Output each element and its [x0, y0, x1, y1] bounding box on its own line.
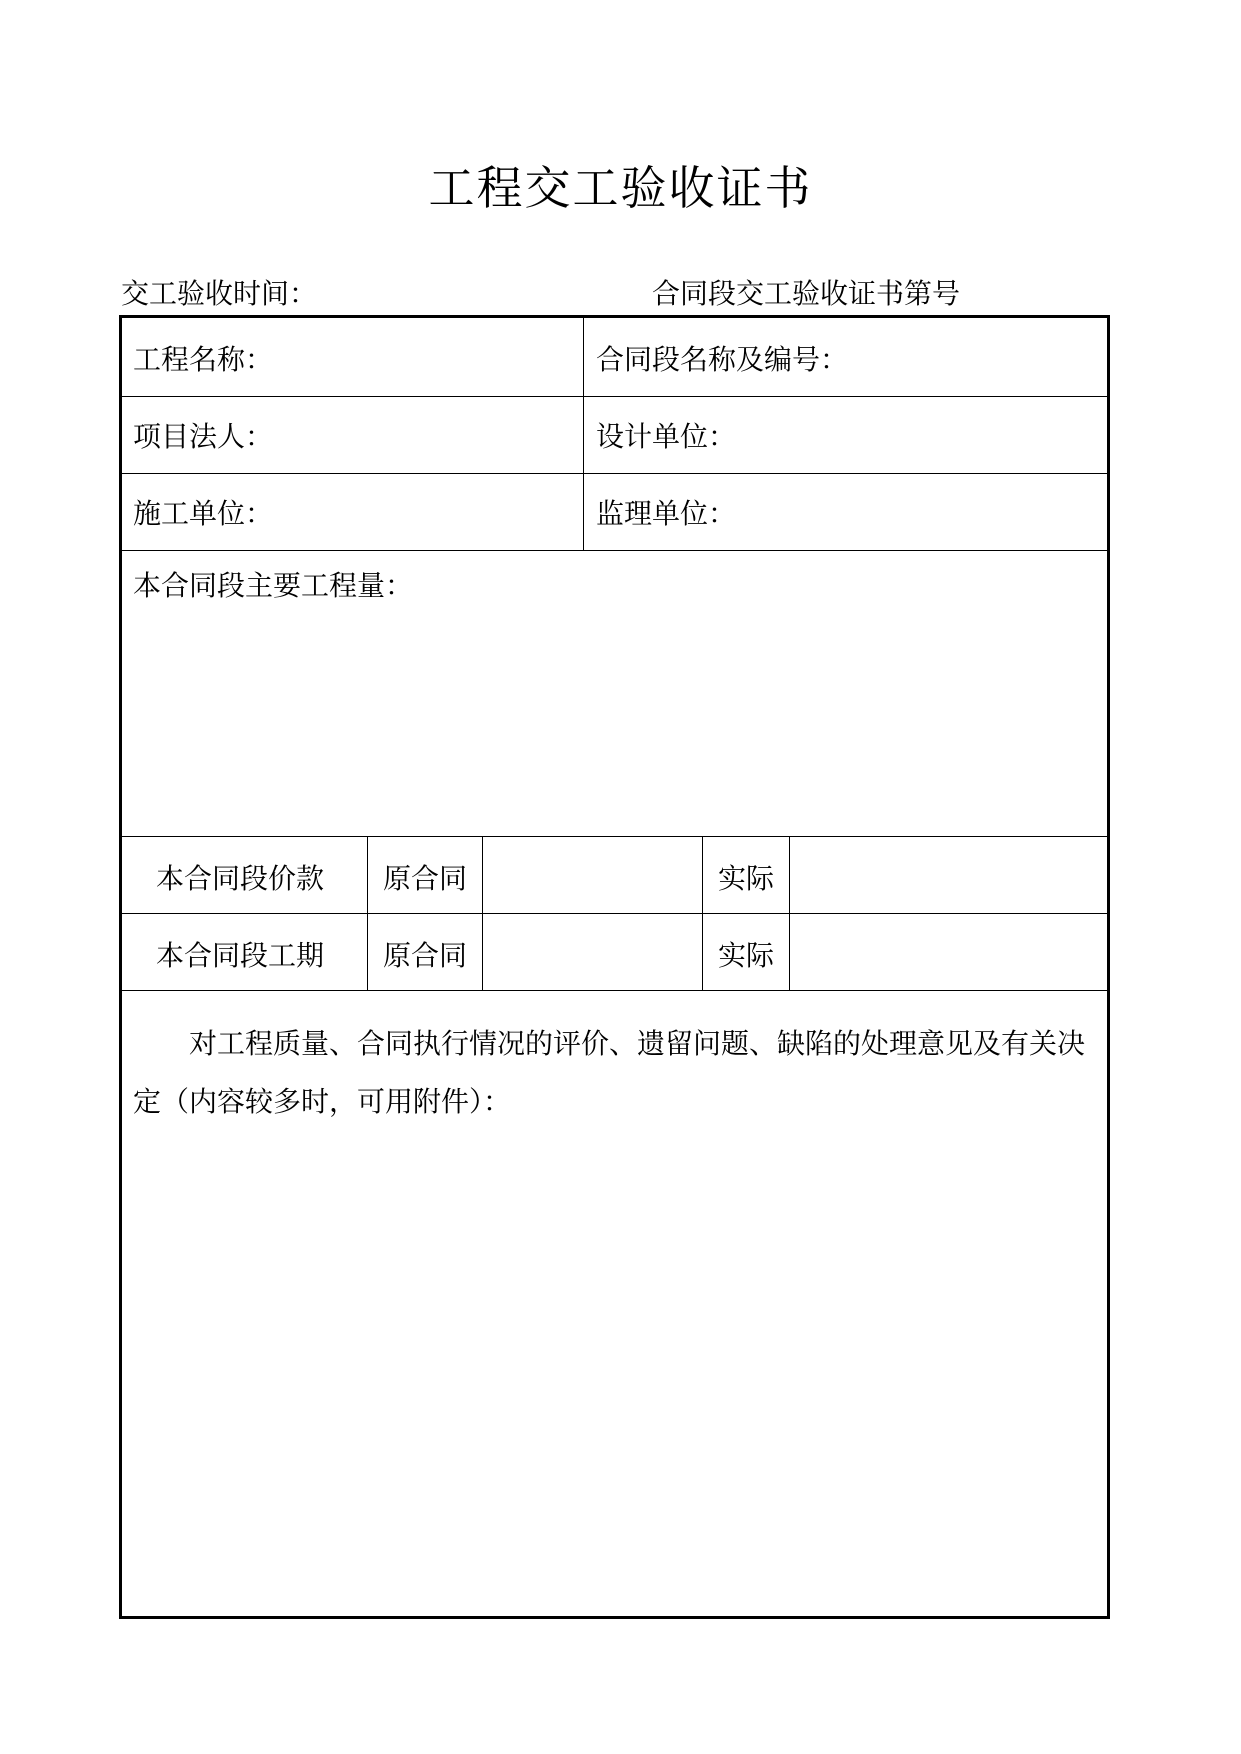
row-divider — [122, 396, 1107, 397]
price-actual-label: 实际 — [718, 862, 775, 895]
price-row-label: 本合同段价款 — [156, 862, 325, 895]
column-divider — [367, 836, 368, 990]
row-divider — [122, 550, 1107, 551]
column-divider — [789, 836, 790, 990]
acceptance-time-label: 交工验收时间： — [121, 277, 318, 310]
evaluation-paragraph: 对工程质量、合同执行情况的评价、遗留问题、缺陷的处理意见及有关决定（内容较多时，可用附件）： — [133, 1027, 1086, 1118]
row-divider — [122, 473, 1107, 474]
period-actual-label: 实际 — [718, 939, 775, 972]
column-divider — [702, 836, 703, 990]
period-original-label: 原合同 — [383, 939, 468, 972]
row-divider — [122, 836, 1107, 837]
document-title: 工程交工验收证书 — [428, 161, 813, 215]
project-name-label: 工程名称： — [133, 343, 274, 376]
row-divider — [122, 913, 1107, 914]
column-divider — [583, 318, 584, 550]
row-divider — [122, 990, 1107, 991]
construction-unit-label: 施工单位： — [133, 497, 274, 530]
contract-section-name-label: 合同段名称及编号： — [596, 343, 849, 376]
design-unit-label: 设计单位： — [596, 420, 737, 453]
main-quantities-label: 本合同段主要工程量： — [133, 569, 414, 602]
period-row-label: 本合同段工期 — [156, 939, 325, 972]
project-legal-person-label: 项目法人： — [133, 420, 274, 453]
acceptance-form-table — [119, 315, 1110, 1619]
certificate-number-label: 合同段交工验收证书第号 — [652, 277, 961, 310]
price-original-label: 原合同 — [383, 862, 468, 895]
supervision-unit-label: 监理单位： — [596, 497, 737, 530]
column-divider — [482, 836, 483, 990]
